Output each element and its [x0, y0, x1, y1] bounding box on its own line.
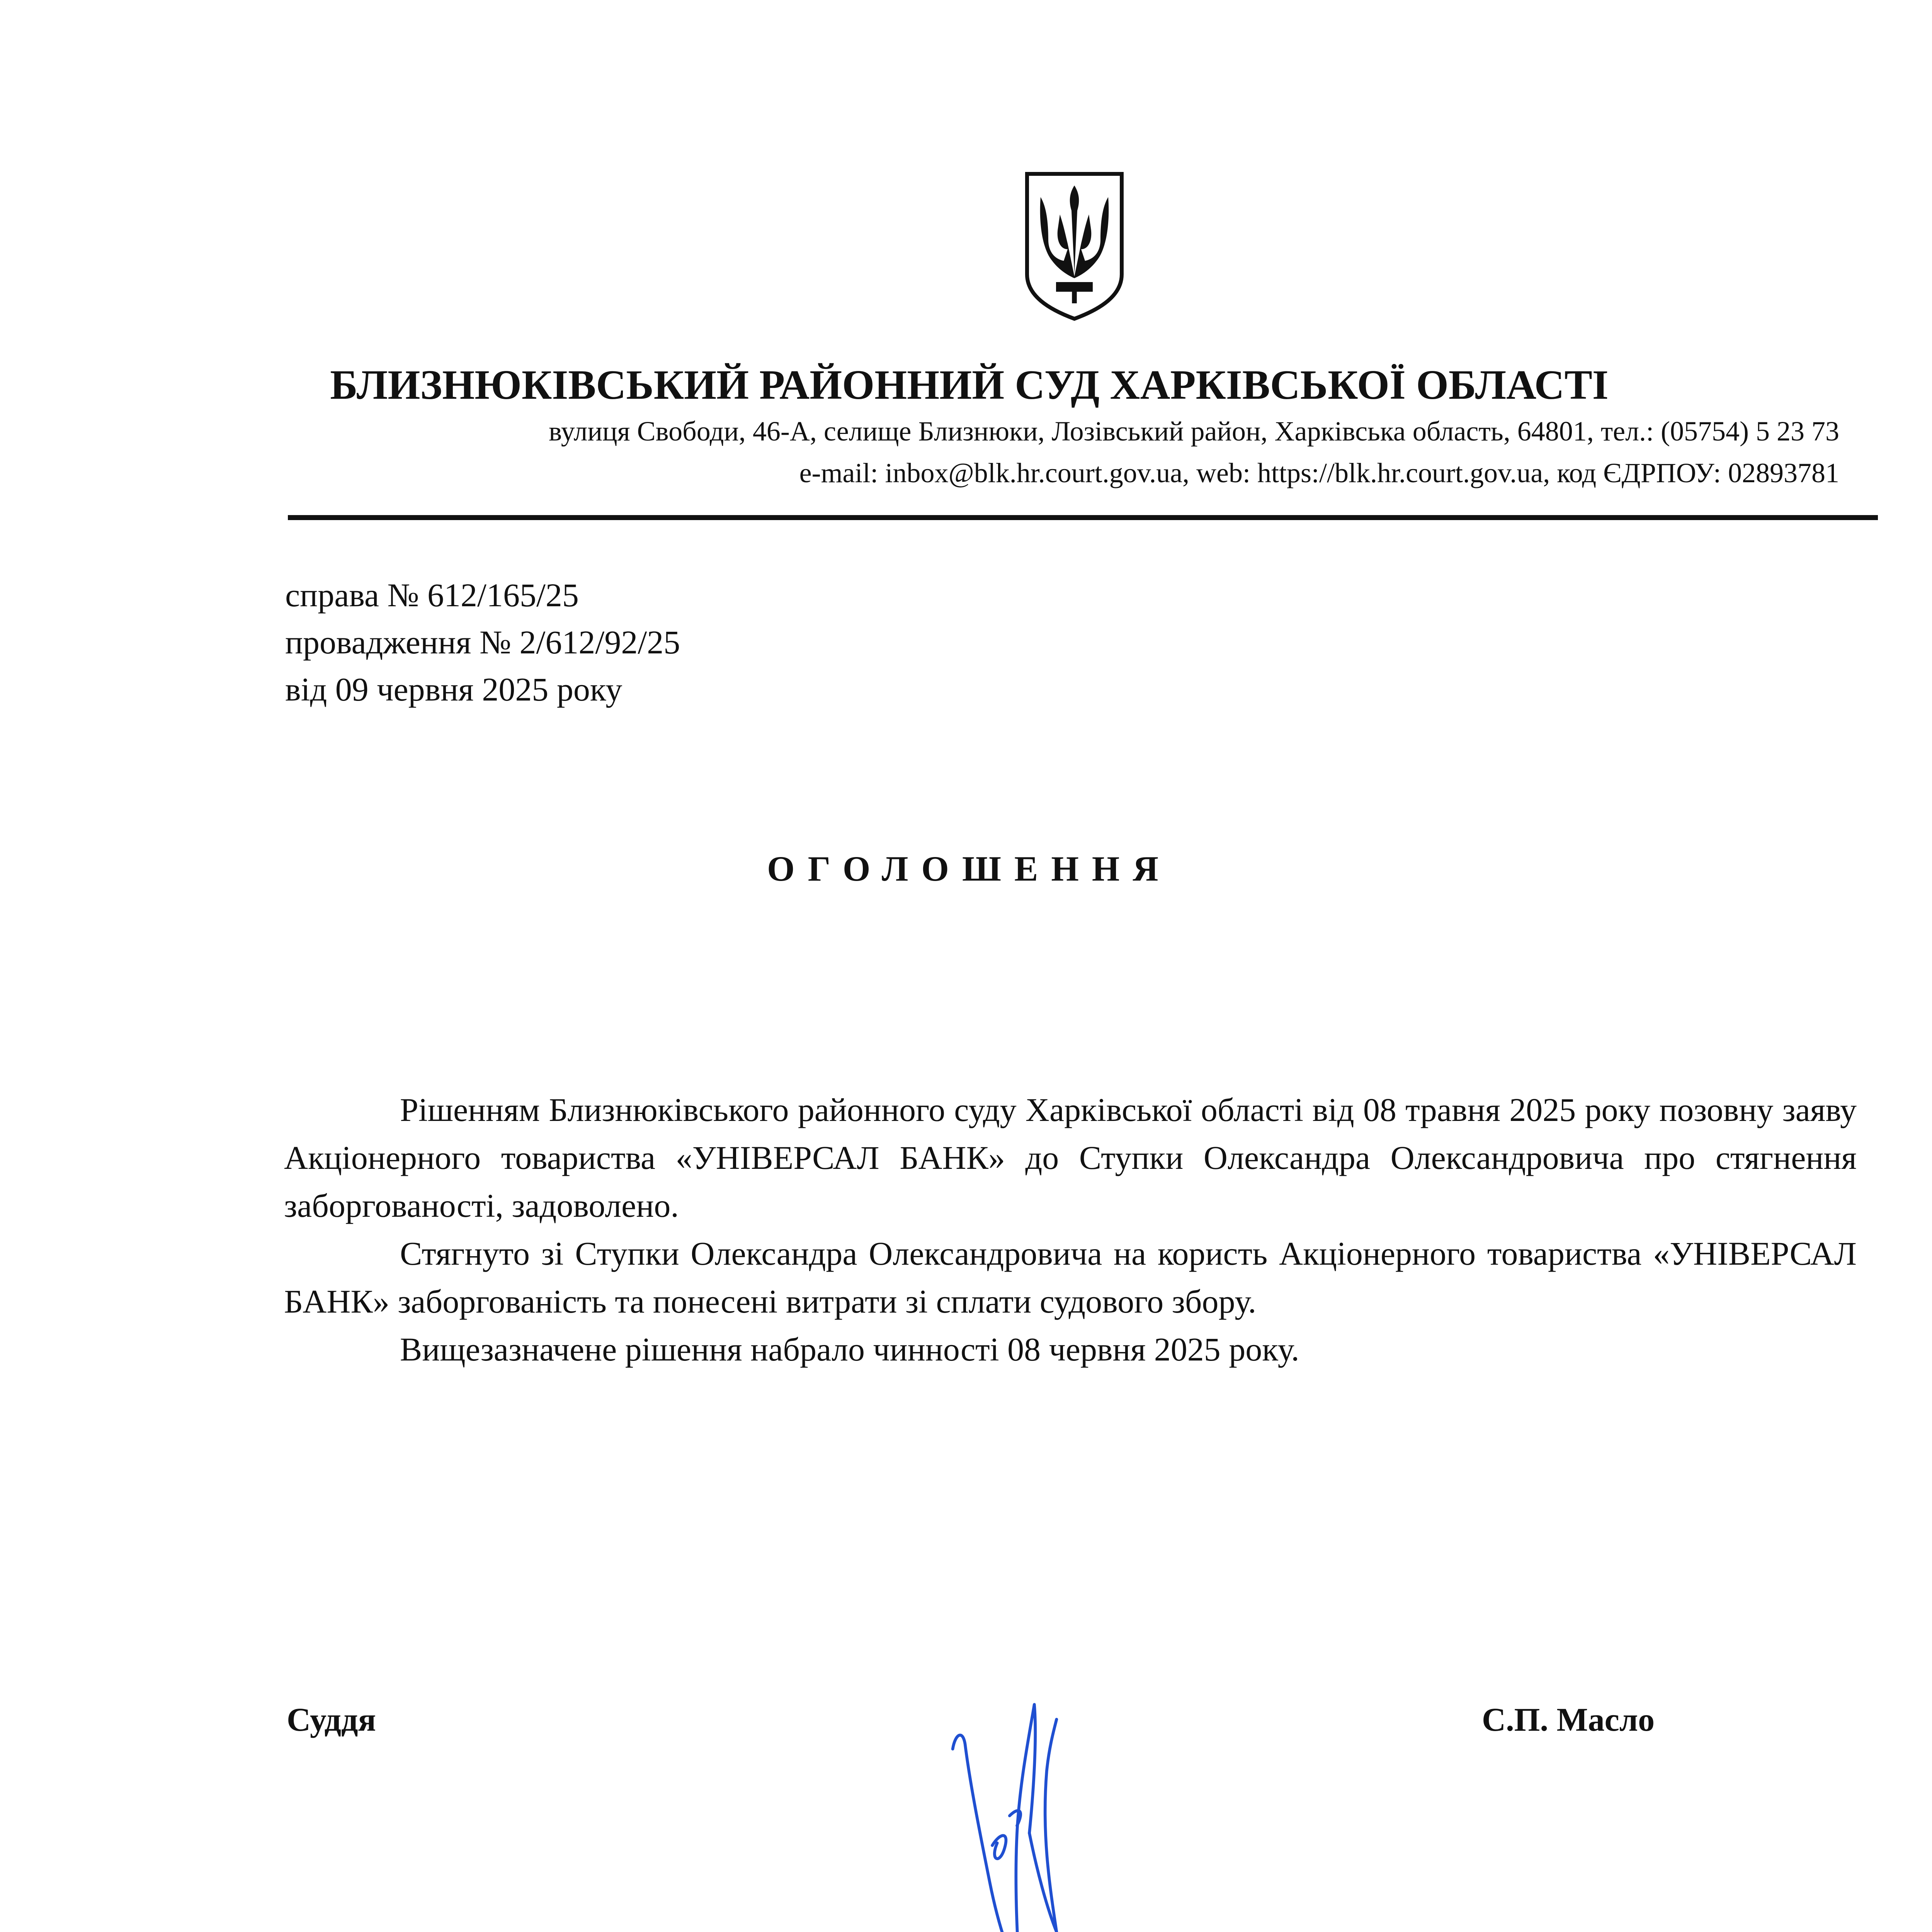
- body-paragraph: Вищезазначене рішення набрало чинності 08 червня 2025 року.: [400, 1331, 1299, 1368]
- header-divider: [288, 515, 1878, 520]
- document-date: від 09 червня 2025 року: [285, 671, 622, 708]
- document-title: ОГОЛОШЕННЯ: [767, 849, 1172, 888]
- proceeding-number: провадження № 2/612/92/25: [285, 624, 680, 661]
- court-name: БЛИЗНЮКІВСЬКИЙ РАЙОННИЙ СУД ХАРКІВСЬКОЇ ОБЛАСТІ: [330, 362, 1609, 408]
- handwritten-signature-icon: [943, 1696, 1066, 1932]
- body-paragraph: Рішенням Близнюківського районного суду Харківської області від 08 травня 2025 року позовну заяву Акціонерного товариства «УНІВЕРСАЛ БАНК» до Ступки Олександра Олександровича про стягнення заборгованості, задоволено.: [284, 1091, 1857, 1224]
- court-address: вулиця Свободи, 46-А, селище Близнюки, Лозівський район, Харківська область, 64801, тел.: (05754) 5 23 73: [549, 416, 1839, 447]
- document-body: [284, 1086, 1857, 1373]
- signature-role: Суддя: [287, 1701, 376, 1738]
- body-paragraph: Стягнуто зі Ступки Олександра Олександровича на користь Акціонерного товариства «УНІВЕРСАЛ БАНК» заборгованість та понесені витрати зі сплати судового збору.: [284, 1235, 1857, 1320]
- trident-coat-of-arms-icon: [1021, 168, 1128, 323]
- judge-name: С.П. Масло: [1482, 1701, 1655, 1738]
- court-contacts: e-mail: inbox@blk.hr.court.gov.ua, web: https://blk.hr.court.gov.ua, код ЄДРПОУ: 02893781: [799, 457, 1839, 488]
- case-number: справа № 612/165/25: [285, 577, 579, 614]
